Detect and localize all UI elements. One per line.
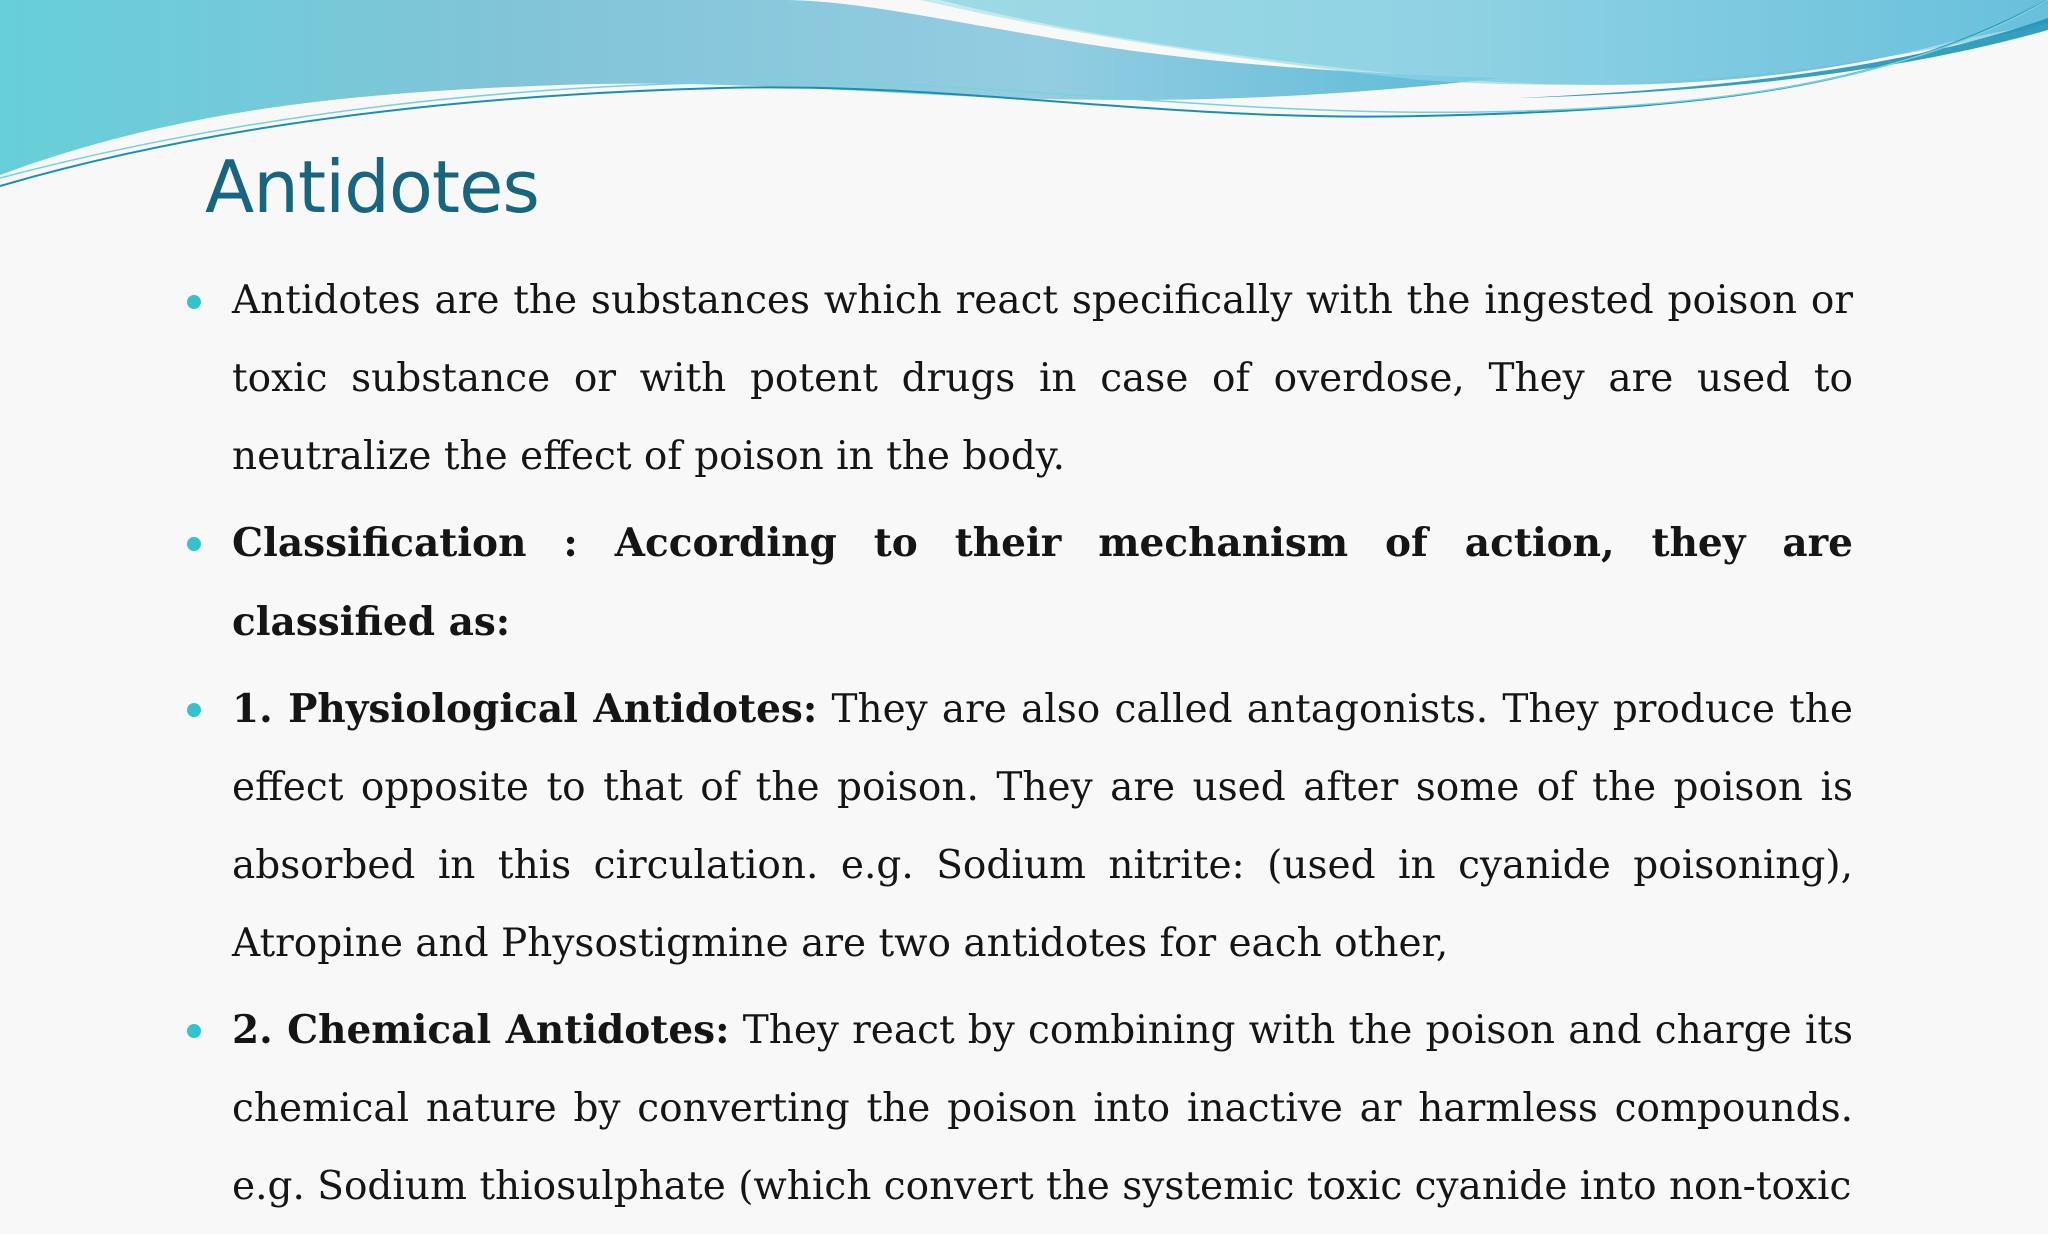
bullet-dot-icon [187, 537, 201, 551]
bullet-bold-text: 1. Physiological Antidotes: [232, 686, 818, 732]
bullet-list [183, 262, 1853, 1234]
bullet-item-chemical-antidotes [183, 991, 1853, 1226]
bullet-item-physiological-antidotes [183, 670, 1853, 983]
bullet-item-definition [183, 262, 1853, 496]
bullet-bold-text: Classification : According to their mechanism of action, they are classified as: [232, 520, 1853, 645]
bullet-dot-icon [187, 703, 201, 717]
bullet-dot-icon [187, 1024, 201, 1038]
bullet-text: Antidotes are the substances which react specifically with the ingested poison or toxic substance or with potent drugs in case of overdose, They are used to neutralize the effect of poison in the body. [232, 278, 1853, 479]
slide-title: Antidotes [205, 145, 539, 229]
bullet-bold-text: 2. Chemical Antidotes: [232, 1007, 730, 1053]
bullet-dot-icon [187, 295, 201, 309]
bullet-text: They react by combining with the poison and charge its chemical nature by converting the poison into inactive ar harmless compounds. e.g. Sodium thiosulphate (which convert the systemic toxic cyanide into non-toxic [232, 1008, 1853, 1209]
bullet-item-classification [183, 504, 1853, 662]
bullet-text: They are also called antagonists. They produce the effect opposite to that of the poison. They are used after some of the poison is absorbed in this circulation. e.g. Sodium nitrite: (used in cyanide poisoning), Atropine and Physostigmine are two antidotes for each other, [232, 687, 1853, 966]
